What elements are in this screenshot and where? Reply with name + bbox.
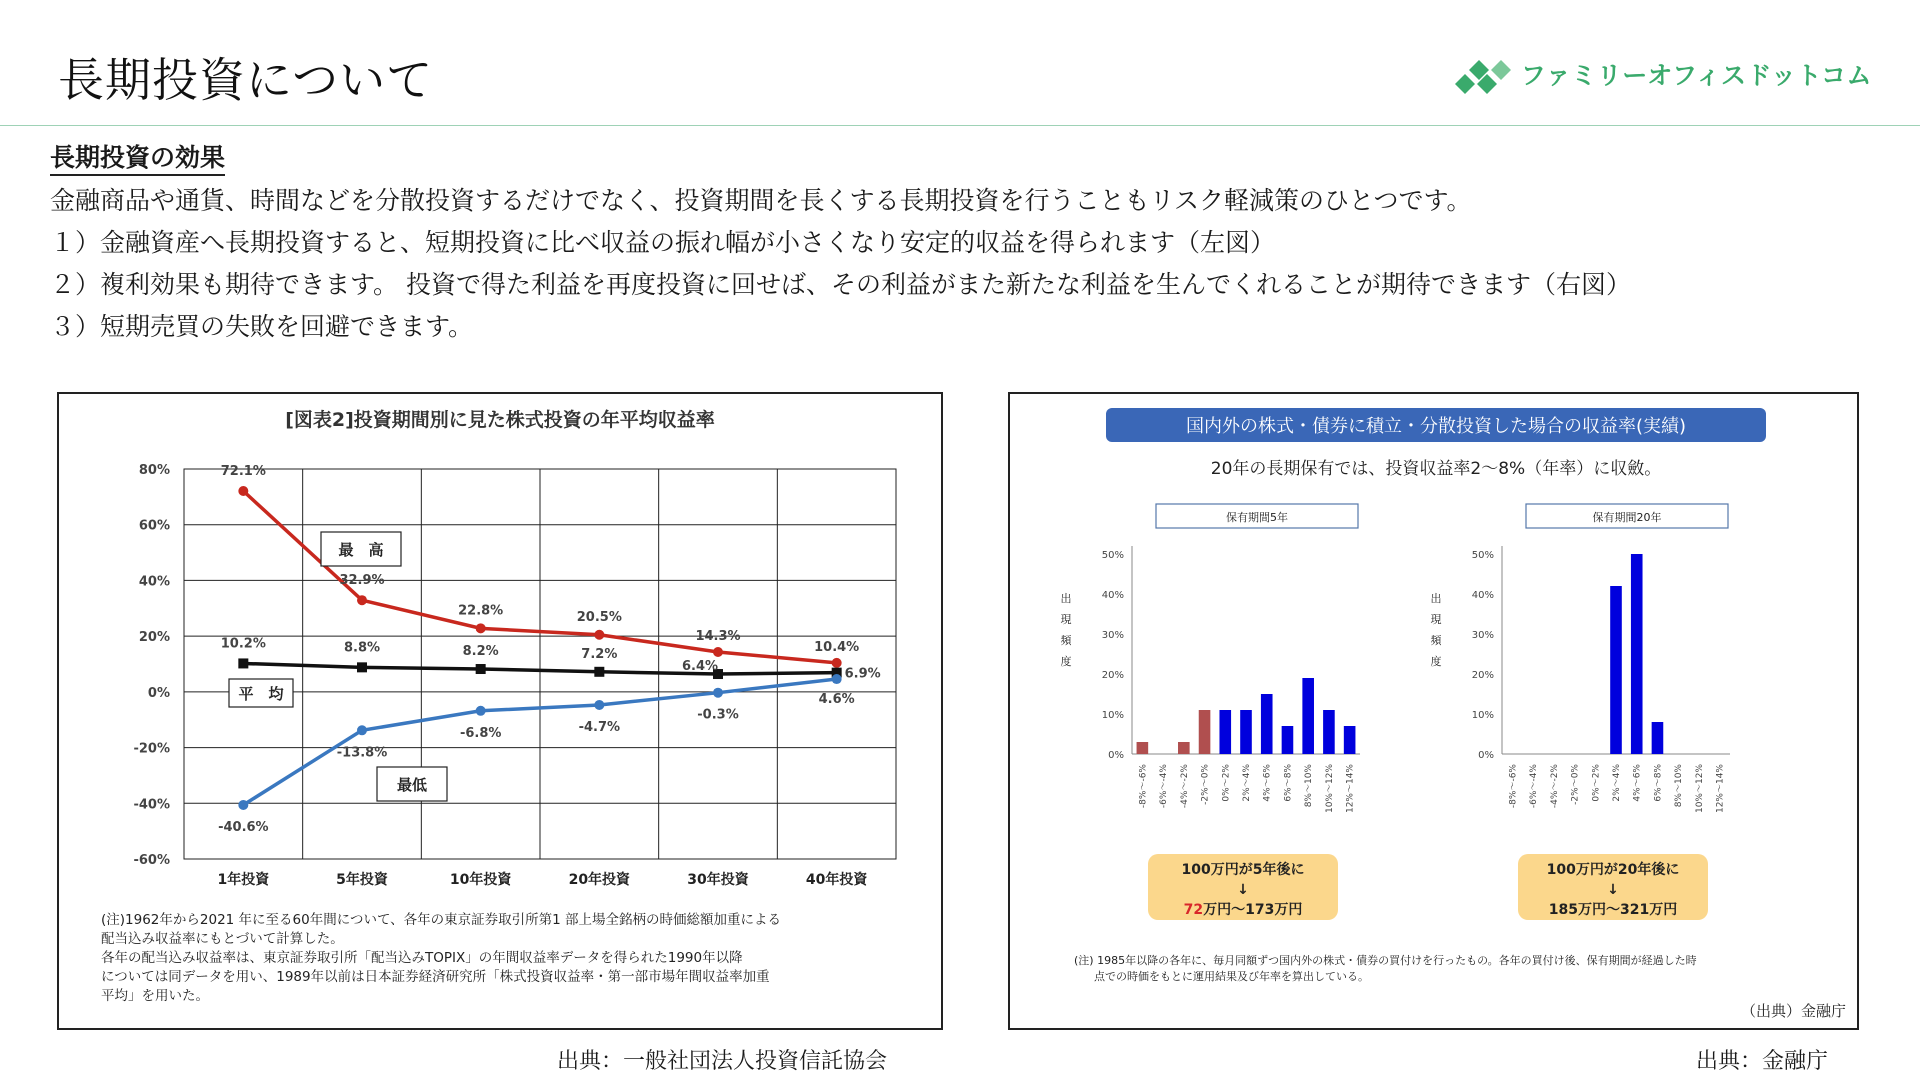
note-line: 各年の配当込み収益率は、東京証券取引所「配当込みTOPIX」の年間収益率データを得られた1990年以降 bbox=[101, 950, 743, 966]
chart-subtitle: 20年の長期保有では、投資収益率2～8%（年率）に収斂。 bbox=[1210, 459, 1662, 479]
x-tick-label: 8%～10% bbox=[1674, 764, 1685, 808]
x-tick-label: 8%～10% bbox=[1304, 764, 1315, 808]
x-tick-label: -4%～-2% bbox=[1549, 764, 1560, 809]
y-axis-label: 現 bbox=[1060, 613, 1072, 626]
bar-chart bbox=[1010, 394, 1857, 1028]
note-line: (注)1962年から2021 年に至る60年間について、各年の東京証券取引所第1 部上場全銘柄の時価総額加重による bbox=[101, 912, 782, 928]
data-label: 22.8% bbox=[458, 603, 504, 619]
data-point bbox=[476, 623, 486, 633]
y-axis-label: 出 bbox=[1060, 592, 1072, 605]
bar bbox=[1219, 710, 1231, 754]
data-label: -13.8% bbox=[336, 745, 388, 761]
y-tick-label: -60% bbox=[133, 853, 170, 868]
bar bbox=[1323, 710, 1335, 754]
y-tick-label: 10% bbox=[1101, 710, 1124, 721]
data-label: 10.2% bbox=[220, 636, 266, 652]
data-point bbox=[238, 800, 248, 810]
callout-arrow: ↓ bbox=[1607, 882, 1619, 898]
y-tick-label: 80% bbox=[138, 463, 170, 478]
source-right: 出典：金融庁 bbox=[1696, 1049, 1829, 1074]
y-axis-label: 度 bbox=[1430, 655, 1442, 668]
x-tick-label: -8%～-6% bbox=[1508, 764, 1519, 809]
bar bbox=[1137, 742, 1149, 754]
panel-label: 保有期間5年 bbox=[1226, 511, 1288, 524]
panel-label: 保有期間20年 bbox=[1592, 511, 1662, 524]
y-axis-label: 出 bbox=[1430, 592, 1442, 605]
data-label: 20.5% bbox=[576, 609, 622, 625]
x-tick-label: -2%～0% bbox=[1200, 764, 1211, 805]
logo bbox=[1455, 54, 1872, 94]
y-tick-label: 10% bbox=[1471, 710, 1494, 721]
y-axis-label: 頻 bbox=[1430, 634, 1442, 647]
intro bbox=[50, 137, 1890, 348]
bar-chart-panel bbox=[1008, 392, 1859, 1030]
x-tick-label: 10年投資 bbox=[449, 872, 512, 888]
series-name: 最低 bbox=[396, 776, 428, 794]
y-tick-label: 0% bbox=[1108, 750, 1124, 761]
x-tick-label: 12%～14% bbox=[1345, 764, 1356, 814]
x-tick-label: -6%～-4% bbox=[1529, 764, 1540, 809]
bar bbox=[1261, 694, 1273, 754]
bar bbox=[1240, 710, 1252, 754]
data-label: 7.2% bbox=[581, 646, 618, 662]
callout-result bbox=[1184, 902, 1303, 918]
x-tick-label: 1年投資 bbox=[217, 872, 270, 888]
x-tick-label: 30年投資 bbox=[687, 872, 749, 888]
y-tick-label: 50% bbox=[1471, 550, 1494, 561]
series-name: 最 高 bbox=[338, 541, 384, 559]
x-tick-label: 10%～12% bbox=[1694, 764, 1705, 814]
chart-note bbox=[101, 911, 781, 1006]
x-tick-label: 40年投資 bbox=[805, 872, 868, 888]
y-tick-label: -20% bbox=[133, 741, 170, 757]
bar bbox=[1631, 554, 1643, 754]
x-tick-label: 4%～6% bbox=[1632, 764, 1643, 802]
data-label: 8.8% bbox=[343, 640, 381, 656]
intro-line: ２）複利効果も期待できます。 投資で得た利益を再度投資に回せば、その利益がまた新たな利益を生んでくれることが期待できます（右図） bbox=[50, 270, 1631, 299]
series-name: 平 均 bbox=[238, 685, 284, 703]
data-label: 6.9% bbox=[844, 666, 881, 682]
data-label: 14.3% bbox=[695, 629, 741, 645]
x-tick-label: 2%～4% bbox=[1242, 764, 1252, 802]
x-tick-label: 0%～2% bbox=[1221, 764, 1232, 802]
intro-line: ３）短期売買の失敗を回避できます。 bbox=[50, 312, 474, 341]
y-tick-label: 40% bbox=[138, 574, 170, 590]
data-point bbox=[476, 706, 486, 716]
x-tick-label: 0%～2% bbox=[1591, 764, 1602, 802]
y-tick-label: 0% bbox=[1478, 750, 1494, 761]
data-point bbox=[832, 658, 842, 668]
logo-icon bbox=[1455, 54, 1511, 94]
chart-note: 点での時価をもとに運用結果及び年率を算出している。 bbox=[1094, 970, 1369, 983]
x-tick-label: 5年投資 bbox=[336, 872, 388, 888]
y-tick-label: 50% bbox=[1101, 550, 1124, 561]
y-tick-label: -40% bbox=[133, 797, 170, 813]
x-tick-label: -2%～0% bbox=[1570, 764, 1581, 805]
bar bbox=[1344, 726, 1356, 754]
data-point bbox=[357, 662, 367, 672]
data-point bbox=[832, 674, 842, 684]
y-tick-label: 20% bbox=[1101, 670, 1124, 681]
data-point bbox=[594, 630, 604, 640]
data-label: 72.1% bbox=[220, 464, 266, 480]
y-tick-label: 60% bbox=[138, 518, 170, 534]
data-label: 10.4% bbox=[814, 639, 860, 655]
x-tick-label: 12%～14% bbox=[1715, 764, 1726, 814]
source-left: 出典：一般社団法人投資信託協会 bbox=[557, 1049, 888, 1074]
bar bbox=[1178, 742, 1190, 754]
chart-note: (注) 1985年以降の各年に、毎月同額ずつ国内外の株式・債券の買付けを行ったもの。各年の買付け後、保有期間が経過した時 bbox=[1074, 954, 1697, 967]
header bbox=[0, 0, 1920, 126]
y-tick-label: 40% bbox=[1471, 590, 1494, 601]
page-title: 長期投資について bbox=[58, 53, 434, 107]
x-tick-label: -8%～-6% bbox=[1138, 764, 1149, 809]
data-label: -0.3% bbox=[697, 707, 739, 723]
note-line: 配当込み収益率にもとづいて計算した。 bbox=[101, 931, 344, 947]
data-label: 32.9% bbox=[339, 573, 385, 589]
bar bbox=[1652, 722, 1664, 754]
y-tick-label: 30% bbox=[1101, 630, 1124, 641]
data-point bbox=[357, 725, 367, 735]
data-point bbox=[238, 658, 248, 668]
data-point bbox=[713, 688, 723, 698]
callout-top: 100万円が5年後に bbox=[1181, 862, 1305, 878]
chart-source: （出典）金融庁 bbox=[1740, 1002, 1846, 1020]
callout-range: 185万円～321万円 bbox=[1548, 902, 1678, 918]
data-label: -40.6% bbox=[218, 819, 269, 835]
data-label: -6.8% bbox=[459, 725, 502, 741]
data-point bbox=[357, 595, 367, 605]
data-label: -4.7% bbox=[578, 719, 621, 735]
x-tick-label: 4%～6% bbox=[1262, 764, 1273, 802]
data-point bbox=[594, 700, 604, 710]
x-tick-label: -6%～-4% bbox=[1159, 764, 1170, 809]
intro-heading: 長期投資の効果 bbox=[50, 142, 225, 176]
y-axis-label: 度 bbox=[1060, 655, 1072, 668]
bar bbox=[1610, 586, 1622, 754]
y-tick-label: 40% bbox=[1101, 590, 1124, 601]
callout-range: 万円～173万円 bbox=[1203, 902, 1303, 918]
x-tick-label: 6%～8% bbox=[1283, 764, 1294, 802]
chart-title: 国内外の株式・債券に積立・分散投資した場合の収益率(実績) bbox=[1185, 416, 1687, 437]
intro-line: 金融商品や通貨、時間などを分散投資するだけでなく、投資期間を長くする長期投資を行うこともリスク軽減策のひとつです。 bbox=[50, 186, 1472, 215]
x-tick-label: 20年投資 bbox=[568, 872, 631, 888]
bar bbox=[1282, 726, 1294, 754]
logo-text: ファミリーオフィスドットコム bbox=[1520, 61, 1872, 90]
x-tick-label: -4%～-2% bbox=[1179, 764, 1190, 809]
y-tick-label: 20% bbox=[138, 630, 170, 646]
y-tick-label: 0% bbox=[147, 685, 170, 701]
x-tick-label: 10%～12% bbox=[1324, 764, 1335, 814]
data-label: 6.4% bbox=[681, 659, 719, 675]
data-label: 8.2% bbox=[462, 644, 499, 660]
chart-title: [図表2]投資期間別に見た株式投資の年平均収益率 bbox=[285, 409, 715, 431]
note-line: 平均」を用いた。 bbox=[101, 988, 209, 1004]
callout-result bbox=[1549, 902, 1677, 918]
callout-low-value: 72 bbox=[1183, 902, 1204, 918]
line-chart-panel bbox=[57, 392, 943, 1030]
y-tick-label: 20% bbox=[1471, 670, 1494, 681]
callout-arrow: ↓ bbox=[1237, 882, 1249, 898]
y-tick-label: 30% bbox=[1471, 630, 1494, 641]
line-chart bbox=[59, 394, 941, 904]
callout-top: 100万円が20年後に bbox=[1546, 862, 1680, 878]
bar bbox=[1199, 710, 1211, 754]
data-point bbox=[713, 647, 723, 657]
data-point bbox=[476, 664, 486, 674]
y-axis-label: 頻 bbox=[1060, 634, 1072, 647]
y-axis-label: 現 bbox=[1430, 613, 1442, 626]
data-point bbox=[594, 667, 604, 677]
data-point bbox=[238, 486, 248, 496]
bar bbox=[1302, 678, 1314, 754]
data-label: 4.6% bbox=[818, 692, 855, 708]
note-line: については同データを用い、1989年以前は日本証券経済研究所「株式投資収益率・第一部市場年間収益率加重 bbox=[101, 969, 770, 985]
x-tick-label: 2%～4% bbox=[1612, 764, 1622, 802]
intro-line: １）金融資産へ長期投資すると、短期投資に比べ収益の振れ幅が小さくなり安定的収益を得られます（左図） bbox=[50, 228, 1276, 257]
x-tick-label: 6%～8% bbox=[1653, 764, 1664, 802]
